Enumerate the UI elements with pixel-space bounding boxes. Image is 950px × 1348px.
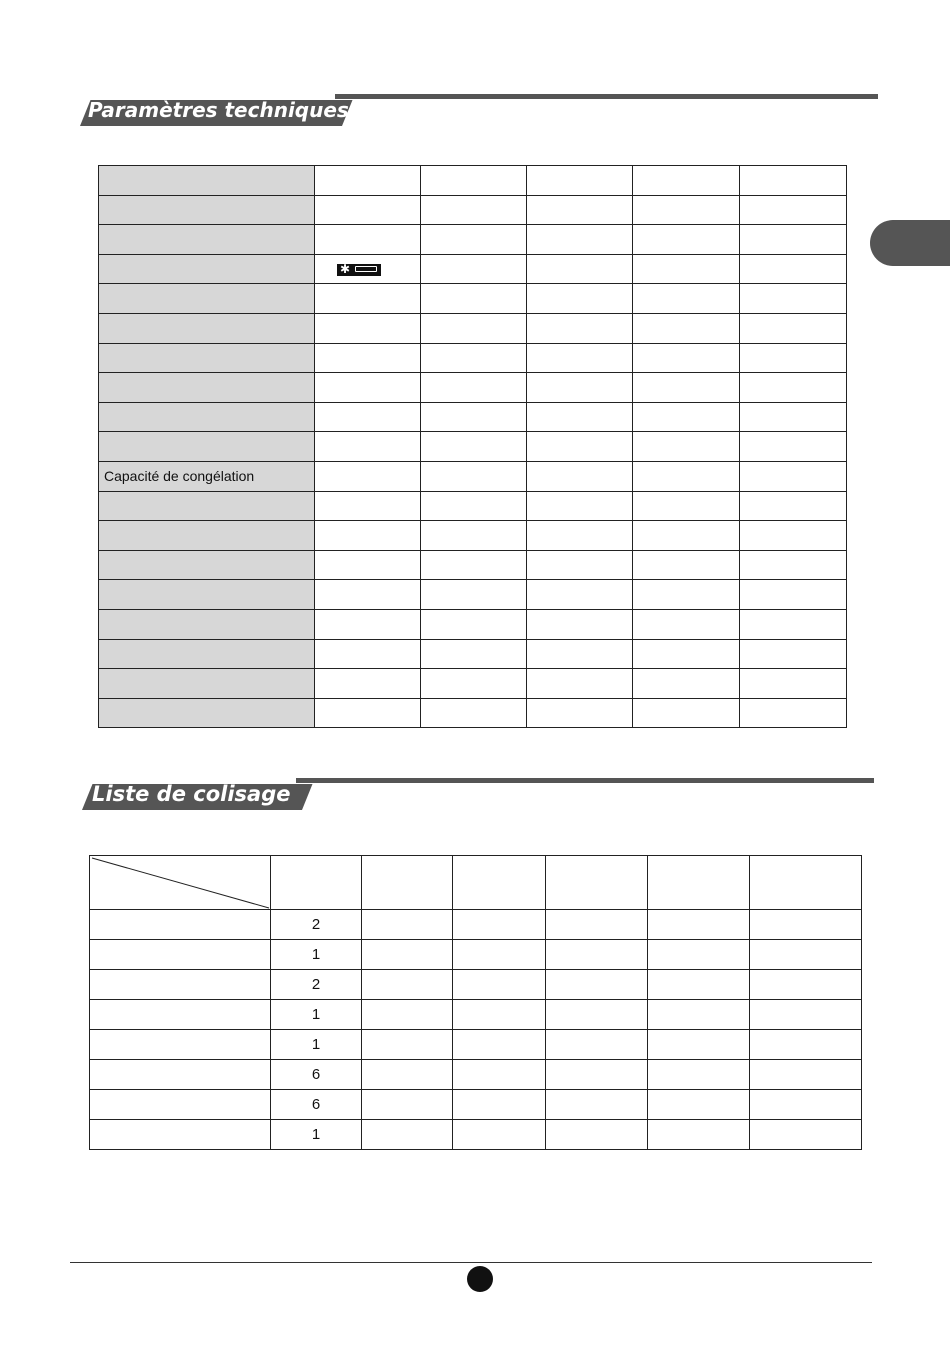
value-cell [648, 1120, 750, 1150]
value-cell [546, 1090, 648, 1120]
header-cell [546, 856, 648, 910]
value-cell [527, 402, 633, 432]
header-cell [750, 856, 862, 910]
value-cell [315, 698, 421, 728]
value-cell [546, 910, 648, 940]
value-cell [315, 432, 421, 462]
value-cell [421, 195, 527, 225]
value-cell [633, 373, 740, 403]
value-cell [315, 580, 421, 610]
value-cell [750, 1030, 862, 1060]
table-row [99, 254, 847, 284]
table-row [99, 550, 847, 580]
table-row [99, 313, 847, 343]
value-cell [546, 1000, 648, 1030]
value-cell [421, 580, 527, 610]
value-cell [740, 254, 847, 284]
value-cell [648, 970, 750, 1000]
value-cell [648, 1000, 750, 1030]
table-row [99, 166, 847, 196]
value-cell [527, 669, 633, 699]
value-cell [750, 1090, 862, 1120]
value-cell [633, 521, 740, 551]
value-cell [633, 225, 740, 255]
value-cell [362, 940, 453, 970]
value-cell [315, 254, 421, 284]
value-cell [421, 550, 527, 580]
value-cell [421, 521, 527, 551]
row-label [99, 225, 315, 255]
table-row [99, 373, 847, 403]
diagonal-header-cell [90, 856, 271, 910]
table-row [99, 432, 847, 462]
value-cell [750, 1060, 862, 1090]
value-cell [740, 313, 847, 343]
value-cell [648, 1030, 750, 1060]
item-name-cell [90, 1060, 271, 1090]
value-cell [546, 940, 648, 970]
value-cell [362, 1030, 453, 1060]
value-cell [315, 195, 421, 225]
row-label [99, 402, 315, 432]
table-row [90, 1120, 862, 1150]
item-name-cell [90, 1030, 271, 1060]
value-cell [527, 550, 633, 580]
value-cell [421, 698, 527, 728]
row-label [99, 195, 315, 225]
value-cell [633, 550, 740, 580]
quantity-cell: 6 [271, 1060, 362, 1090]
value-cell [740, 343, 847, 373]
value-cell [740, 373, 847, 403]
section-banner-technical [80, 94, 878, 130]
value-cell [421, 373, 527, 403]
value-cell [421, 343, 527, 373]
value-cell [750, 970, 862, 1000]
four-star-freezer-icon: ✱ [337, 264, 381, 276]
value-cell [362, 1120, 453, 1150]
value-cell [546, 1030, 648, 1060]
value-cell [633, 284, 740, 314]
header-cell [362, 856, 453, 910]
value-cell [750, 1000, 862, 1030]
value-cell [633, 698, 740, 728]
table-row [99, 639, 847, 669]
value-cell [315, 343, 421, 373]
value-cell [453, 940, 546, 970]
value-cell [527, 254, 633, 284]
value-cell [527, 639, 633, 669]
row-label [99, 639, 315, 669]
value-cell [315, 609, 421, 639]
value-cell [633, 639, 740, 669]
value-cell [740, 698, 847, 728]
row-label [99, 313, 315, 343]
table-row [90, 940, 862, 970]
value-cell [740, 432, 847, 462]
value-cell [527, 166, 633, 196]
table-row [90, 910, 862, 940]
row-label [99, 491, 315, 521]
value-cell [740, 550, 847, 580]
value-cell [750, 910, 862, 940]
value-cell [527, 284, 633, 314]
value-cell [648, 910, 750, 940]
table-row [99, 669, 847, 699]
value-cell [421, 402, 527, 432]
value-cell [633, 609, 740, 639]
value-cell [633, 669, 740, 699]
value-cell [362, 1000, 453, 1030]
header-cell [271, 856, 362, 910]
value-cell [453, 1000, 546, 1030]
quantity-cell: 1 [271, 1000, 362, 1030]
table-row [99, 402, 847, 432]
row-label [99, 166, 315, 196]
value-cell [421, 225, 527, 255]
value-cell [315, 550, 421, 580]
value-cell [633, 491, 740, 521]
value-cell [633, 313, 740, 343]
row-label [99, 254, 315, 284]
value-cell [315, 166, 421, 196]
value-cell [315, 284, 421, 314]
section-title: Liste de colisage [92, 782, 291, 806]
row-label [99, 609, 315, 639]
value-cell [362, 970, 453, 1000]
value-cell [546, 1120, 648, 1150]
value-cell [740, 402, 847, 432]
value-cell [740, 195, 847, 225]
table-header-row [90, 856, 862, 910]
item-name-cell [90, 1090, 271, 1120]
value-cell [315, 521, 421, 551]
table-row [99, 580, 847, 610]
value-cell [740, 669, 847, 699]
row-label [99, 343, 315, 373]
value-cell [527, 313, 633, 343]
value-cell [421, 432, 527, 462]
value-cell [315, 313, 421, 343]
item-name-cell [90, 970, 271, 1000]
value-cell [315, 402, 421, 432]
value-cell [527, 698, 633, 728]
value-cell [740, 284, 847, 314]
value-cell [421, 609, 527, 639]
value-cell [527, 195, 633, 225]
value-cell [315, 461, 421, 491]
value-cell [421, 639, 527, 669]
value-cell [750, 940, 862, 970]
chapter-tab [870, 220, 950, 266]
value-cell [315, 491, 421, 521]
row-label [99, 580, 315, 610]
table-row [99, 609, 847, 639]
value-cell [546, 970, 648, 1000]
row-label [99, 698, 315, 728]
value-cell [740, 166, 847, 196]
table-row [99, 343, 847, 373]
packing-table [89, 855, 862, 1150]
value-cell [633, 432, 740, 462]
value-cell [421, 166, 527, 196]
value-cell [315, 373, 421, 403]
value-cell [527, 432, 633, 462]
value-cell [740, 609, 847, 639]
value-cell [527, 580, 633, 610]
value-cell [421, 491, 527, 521]
diagonal-line [90, 856, 271, 910]
row-label [99, 669, 315, 699]
value-cell [527, 373, 633, 403]
value-cell [453, 1060, 546, 1090]
value-cell [453, 910, 546, 940]
page-number-badge [467, 1266, 493, 1292]
value-cell [527, 491, 633, 521]
value-cell [648, 1060, 750, 1090]
value-cell [633, 580, 740, 610]
item-name-cell [90, 940, 271, 970]
table-row [99, 225, 847, 255]
value-cell [527, 461, 633, 491]
row-label: Capacité de congélation [99, 461, 315, 491]
header-cell [648, 856, 750, 910]
value-cell [453, 1120, 546, 1150]
quantity-cell: 6 [271, 1090, 362, 1120]
value-cell [453, 1030, 546, 1060]
value-cell [315, 669, 421, 699]
value-cell [421, 313, 527, 343]
table-row [99, 195, 847, 225]
section-banner-packing [82, 778, 874, 814]
quantity-cell: 1 [271, 1120, 362, 1150]
quantity-cell: 2 [271, 970, 362, 1000]
header-cell [453, 856, 546, 910]
value-cell [527, 225, 633, 255]
value-cell [527, 343, 633, 373]
row-label [99, 432, 315, 462]
value-cell [740, 491, 847, 521]
table-row [99, 461, 847, 491]
table-row [99, 698, 847, 728]
value-cell [633, 166, 740, 196]
item-name-cell [90, 1000, 271, 1030]
banner-rule [335, 94, 878, 99]
value-cell [648, 1090, 750, 1120]
row-label [99, 284, 315, 314]
value-cell [453, 1090, 546, 1120]
table-row [90, 1060, 862, 1090]
value-cell [362, 1090, 453, 1120]
table-row [90, 970, 862, 1000]
value-cell [453, 970, 546, 1000]
value-cell [362, 1060, 453, 1090]
value-cell [315, 225, 421, 255]
table-row [90, 1090, 862, 1120]
value-cell [633, 402, 740, 432]
quantity-cell: 1 [271, 940, 362, 970]
row-label [99, 373, 315, 403]
quantity-cell: 1 [271, 1030, 362, 1060]
value-cell [750, 1120, 862, 1150]
table-row [99, 284, 847, 314]
item-name-cell [90, 1120, 271, 1150]
value-cell [421, 284, 527, 314]
value-cell [740, 461, 847, 491]
table-row [90, 1030, 862, 1060]
value-cell [527, 609, 633, 639]
value-cell [527, 521, 633, 551]
value-cell [633, 195, 740, 225]
value-cell [648, 940, 750, 970]
value-cell [546, 1060, 648, 1090]
item-name-cell [90, 910, 271, 940]
value-cell [740, 225, 847, 255]
footer-rule [70, 1262, 872, 1263]
banner-rule [296, 778, 874, 783]
value-cell [740, 639, 847, 669]
technical-table [98, 165, 847, 728]
table-row [90, 1000, 862, 1030]
value-cell [633, 461, 740, 491]
table-row [99, 521, 847, 551]
table-row [99, 491, 847, 521]
value-cell [421, 461, 527, 491]
value-cell [633, 343, 740, 373]
row-label [99, 550, 315, 580]
value-cell [421, 669, 527, 699]
value-cell [315, 639, 421, 669]
quantity-cell: 2 [271, 910, 362, 940]
row-label [99, 521, 315, 551]
value-cell [362, 910, 453, 940]
value-cell [740, 521, 847, 551]
value-cell [421, 254, 527, 284]
value-cell [633, 254, 740, 284]
value-cell [740, 580, 847, 610]
section-title: Paramètres techniques [88, 98, 349, 122]
